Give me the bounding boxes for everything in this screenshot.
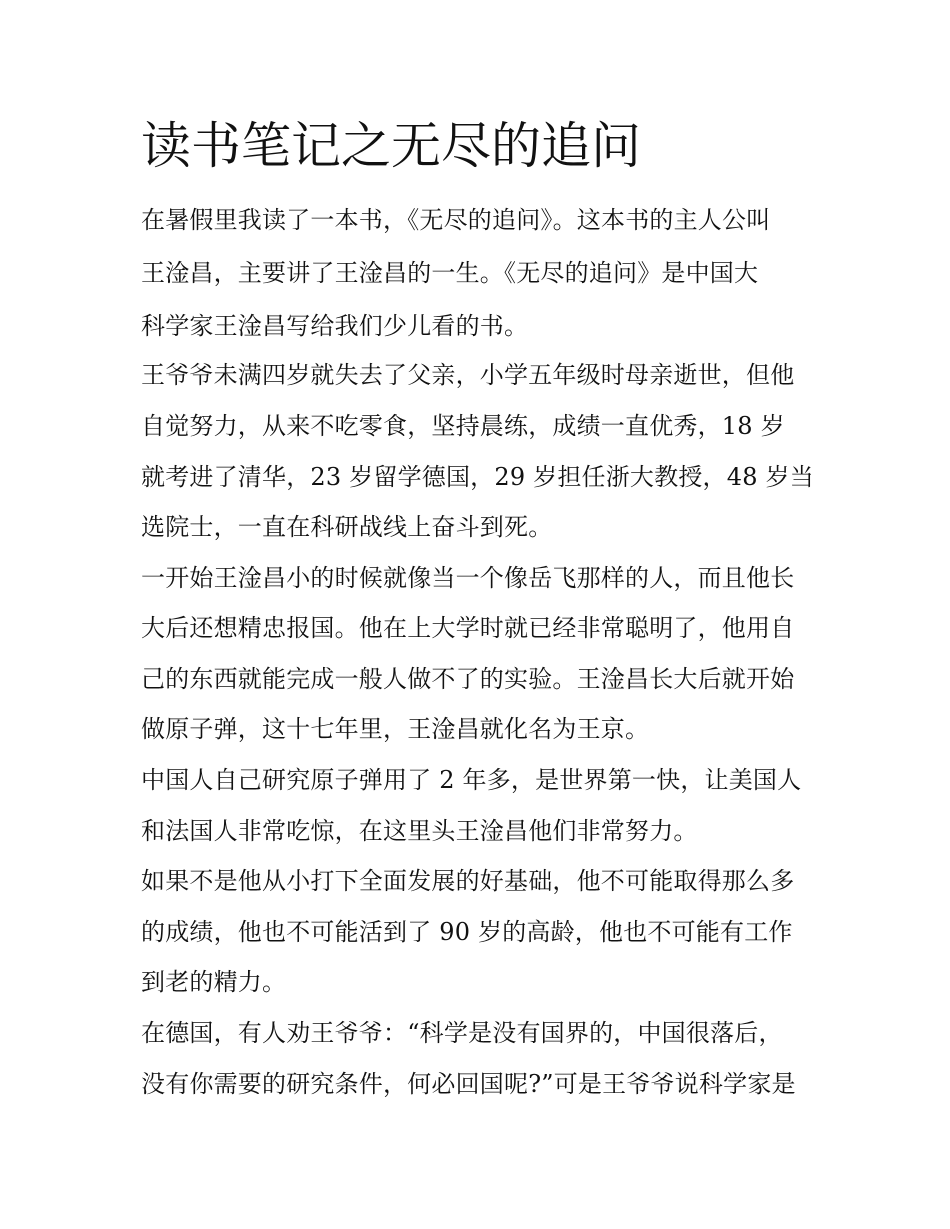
text-line: 大后还想精忠报国。他在上大学时就已经非常聪明了，他用自: [141, 614, 795, 642]
text-line: 做原子弹，这十七年里，王淦昌就化名为王京。: [141, 715, 650, 743]
text-line: 一开始王淦昌小的时候就像当一个像岳飞那样的人，而且他长: [141, 564, 795, 592]
text-line: 的成绩，他也不可能活到了 90 岁的高龄，他也不可能有工作: [141, 918, 793, 946]
text-line: 在德国，有人劝王爷爷：“科学是没有国界的，中国很落后，: [141, 1019, 783, 1047]
text-line: 没有你需要的研究条件，何必回国呢?”可是王爷爷说科学家是: [141, 1070, 796, 1098]
text-line: 自觉努力，从来不吃零食，坚持晨练，成绩一直优秀，18 岁: [141, 412, 785, 440]
text-line: 王爷爷未满四岁就失去了父亲，小学五年级时母亲逝世，但他: [141, 361, 795, 389]
text-line: 就考进了清华，23 岁留学德国，29 岁担任浙大教授，48 岁当: [141, 463, 814, 491]
text-line: 如果不是他从小打下全面发展的好基础，他不可能取得那么多: [141, 867, 795, 895]
text-line: 选院士，一直在科研战线上奋斗到死。: [141, 513, 553, 541]
document-page: [141, 0, 821, 1229]
text-line: 和法国人非常吃惊，在这里头王淦昌他们非常努力。: [141, 817, 698, 845]
text-line: 己的东西就能完成一般人做不了的实验。王淦昌长大后就开始: [141, 665, 795, 693]
text-line: 中国人自己研究原子弹用了 2 年多，是世界第一快，让美国人: [141, 766, 802, 794]
text-line: 到老的精力。: [141, 968, 287, 996]
text-line: 在暑假里我读了一本书，《无尽的追问》。这本书的主人公叫: [141, 206, 771, 234]
text-line: 科学家王淦昌写给我们少儿看的书。: [141, 312, 529, 340]
text-line: 王淦昌，主要讲了王淦昌的一生。《无尽的追问》是中国大: [141, 259, 759, 287]
document-title: 读书笔记之无尽的追问: [141, 117, 641, 175]
